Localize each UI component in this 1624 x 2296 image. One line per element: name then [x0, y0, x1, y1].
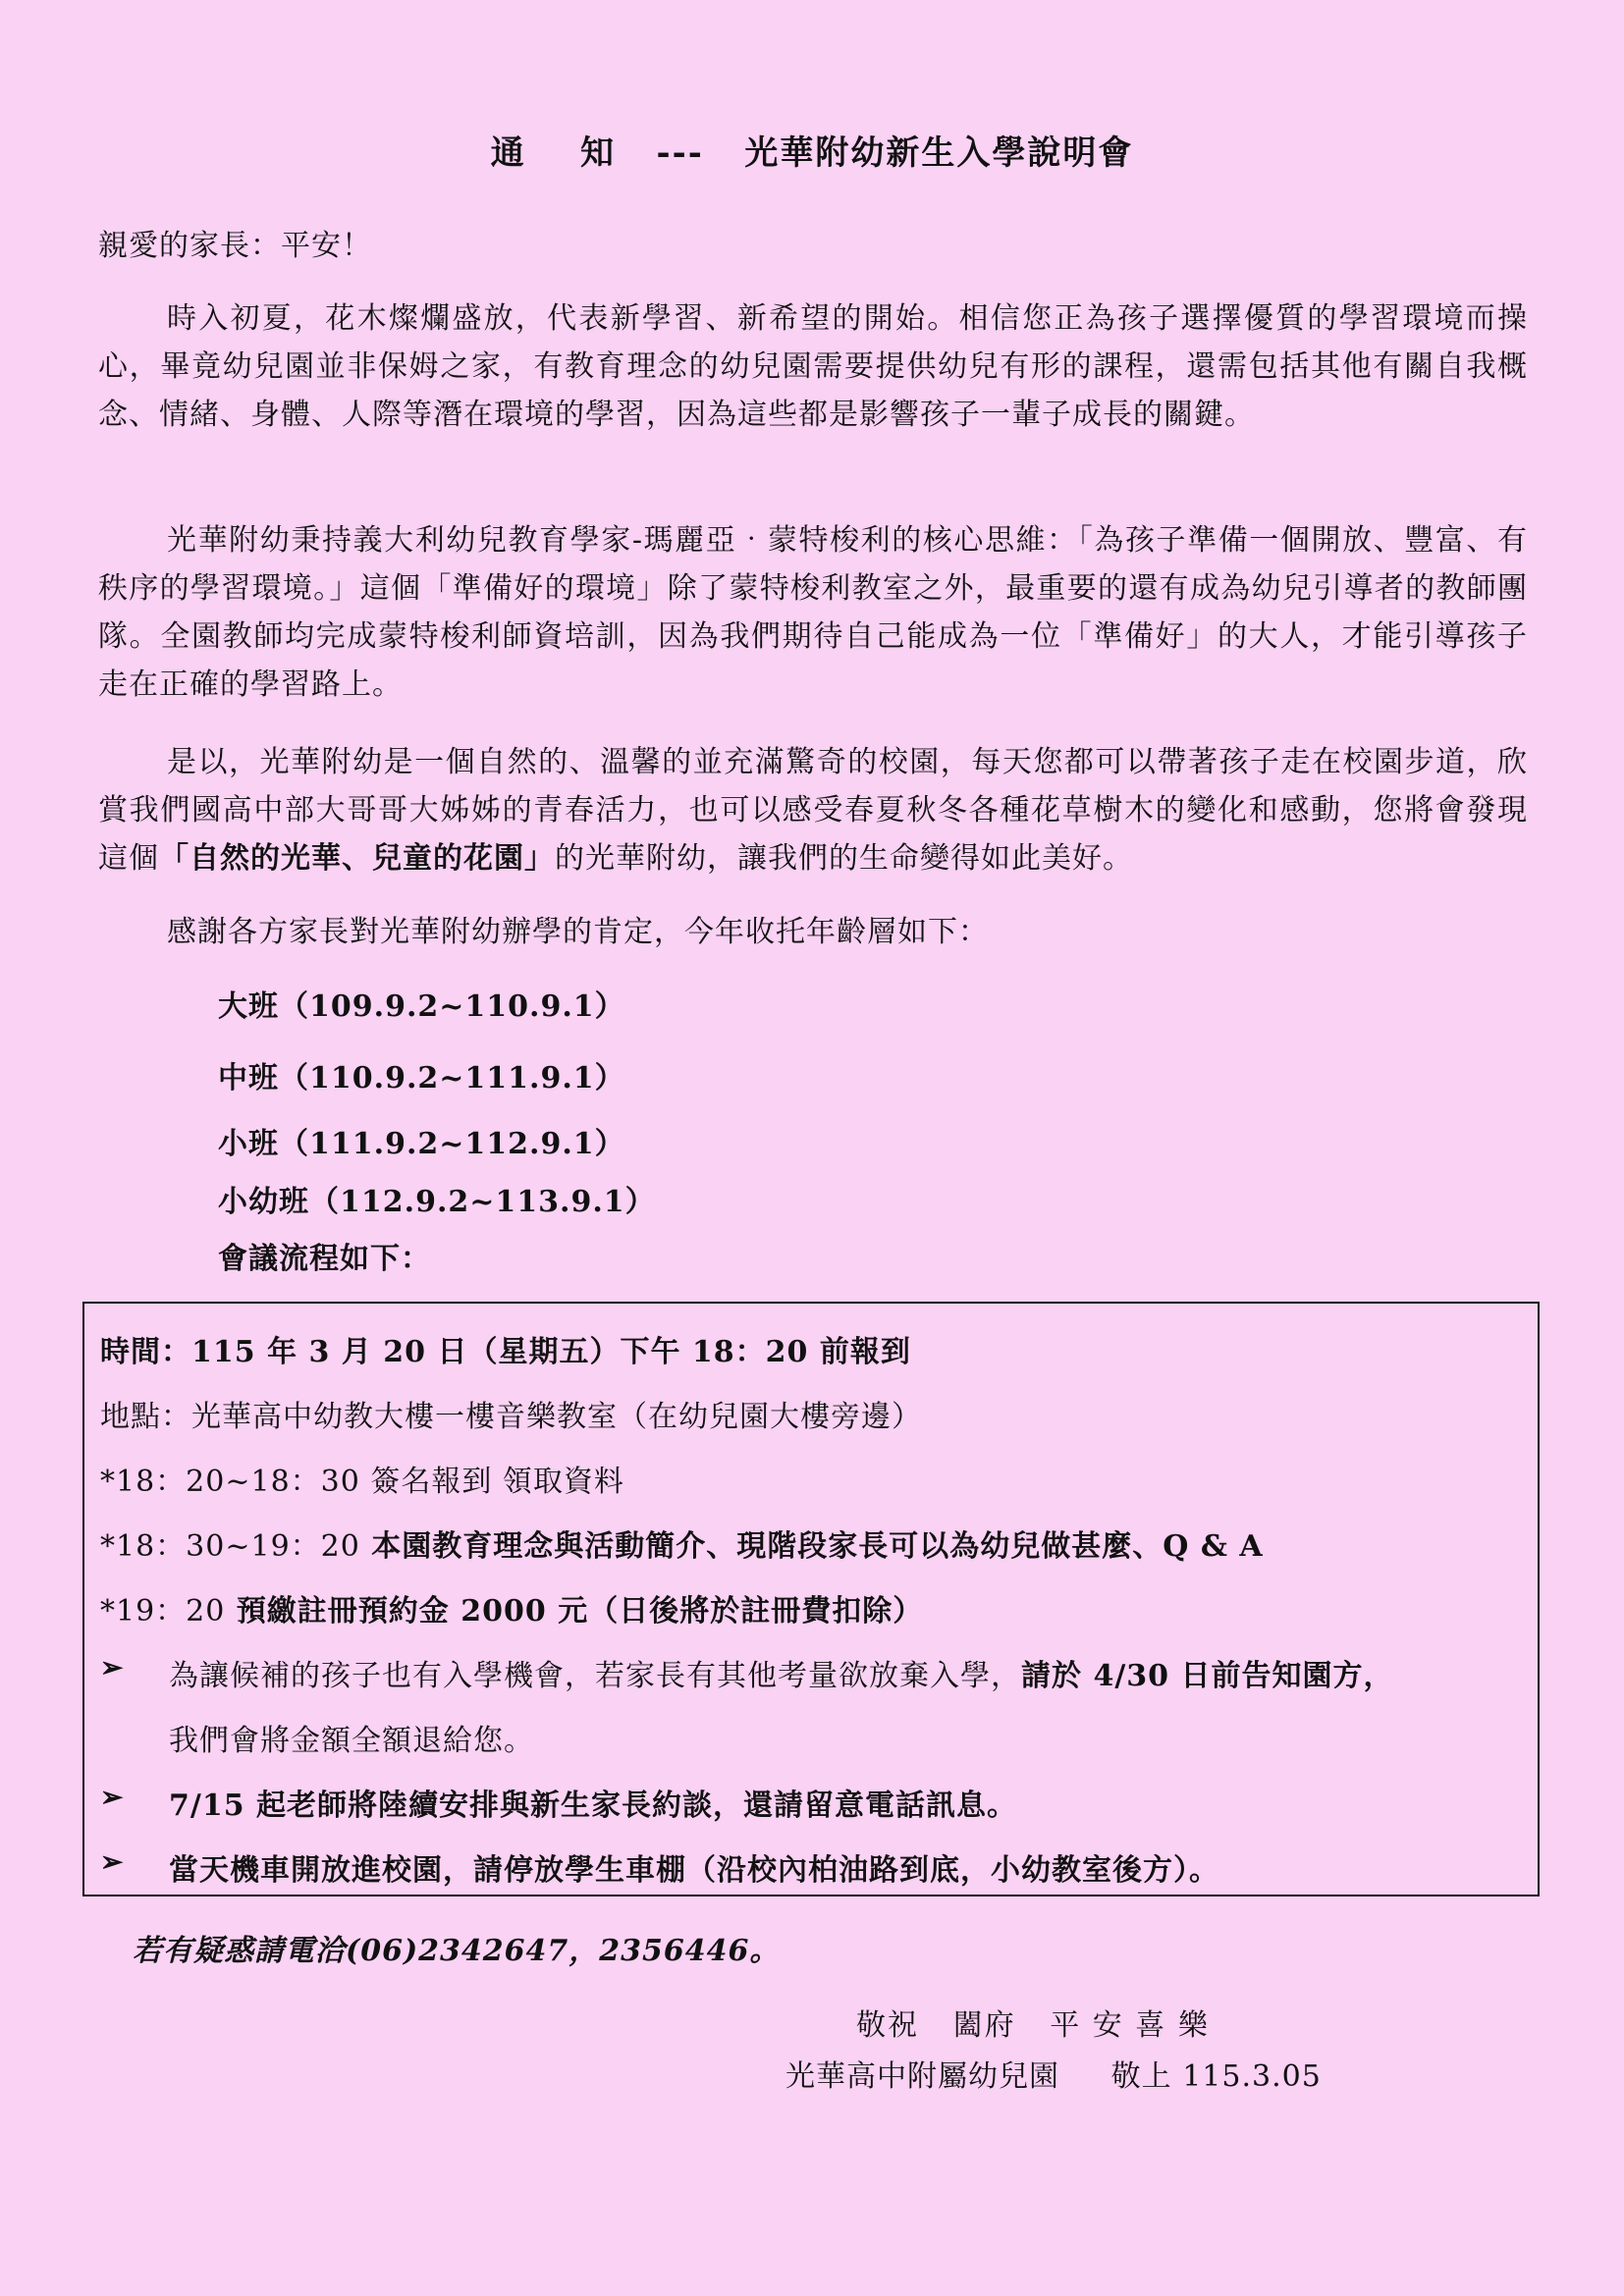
schedule-activity: 預繳註冊預約金 2000 元（日後將於註冊費扣除） [225, 1594, 924, 1629]
note-parking: 當天機車開放進校園，請停放學生車棚（沿校內柏油路到底，小幼教室後方）。 [169, 1853, 1219, 1888]
note-refund-deadline: 請於 4/30 日前告知園方， [1021, 1659, 1394, 1693]
meeting-time: 時間：115 年 3 月 20 日（星期五）下午 18：20 前報到 [100, 1335, 911, 1369]
campus-slogan: 「自然的光華、兒童的花園」 [159, 841, 555, 876]
note-refund-continuation: 我們會將金額全額退給您。 [169, 1724, 534, 1758]
intro-paragraph: 時入初夏，花木燦爛盛放，代表新學習、新希望的開始。相信您正為孩子選擇優質的學習環境而操心，畢竟幼兒園並非保姆之家，有教育理念的幼兒園需要提供幼兒有形的課程，還需包括其他有關自我概念、情緒、身體、人際等潛在環境的學習，因為這些都是影響孩子一輩子成長的關鍵。 [98, 301, 1528, 432]
meeting-info-box [82, 1302, 1540, 1896]
salutation: 親愛的家長：平安！ [98, 229, 372, 263]
closing-greeting: 敬祝 闔府 平 安 喜 樂 [856, 2008, 1210, 2043]
note-refund [169, 1651, 1393, 1694]
age-intro-paragraph: 感謝各方家長對光華附幼辦學的肯定，今年收托年齡層如下： [167, 915, 989, 949]
arrow-bullet-icon: ➢ [100, 1781, 124, 1813]
campus-paragraph [98, 738, 1528, 882]
meeting-location: 地點：光華高中幼教大樓一樓音樂教室（在幼兒園大樓旁邊） [100, 1400, 922, 1434]
signature: 光華高中附屬幼兒園 敬上 115.3.05 [785, 2059, 1322, 2094]
arrow-bullet-icon: ➢ [100, 1845, 124, 1878]
class-item-junior: 小班（111.9.2~112.9.1） [218, 1127, 625, 1161]
notice-title: 通 知 --- 光華附幼新生入學說明會 [490, 133, 1134, 173]
schedule-time: *18：20~18：30 [100, 1465, 360, 1499]
schedule-item-signin [100, 1457, 624, 1500]
schedule-time: *18：30~19：20 [100, 1529, 360, 1564]
schedule-item-presentation [100, 1522, 1264, 1565]
campus-text-after: 的光華附幼，讓我們的生命變得如此美好。 [555, 841, 1133, 876]
agenda-heading: 會議流程如下： [218, 1242, 431, 1276]
schedule-activity: 本園教育理念與活動簡介、現階段家長可以為幼兒做甚麼、Q & A [359, 1529, 1264, 1564]
class-item-toddler: 小幼班（112.9.2~113.9.1） [218, 1185, 656, 1219]
schedule-activity: 簽名報到 領取資料 [359, 1465, 624, 1499]
class-item-senior: 大班（109.9.2~110.9.1） [218, 989, 625, 1024]
note-interview: 7/15 起老師將陸續安排與新生家長約談，還請留意電話訊息。 [169, 1789, 1018, 1823]
campus-text-before: 是以，光華附幼是一個自然的、溫馨的並充滿驚奇的校園，每天您都可以帶著孩子走在校園步道，欣賞我們國高中部大哥哥大姊姊的青春活力，也可以感受春夏秋冬各種花草樹木的變化和感動，您將會發現這個 [98, 745, 1528, 876]
contact-phone: 若有疑惑請電洽(06)2342647，2356446。 [133, 1934, 781, 1968]
schedule-item-deposit [100, 1586, 923, 1629]
arrow-bullet-icon: ➢ [100, 1651, 124, 1683]
note-refund-plain: 為讓候補的孩子也有入學機會，若家長有其他考量欲放棄入學， [169, 1659, 1021, 1693]
schedule-time: *19：20 [100, 1594, 226, 1629]
philosophy-paragraph: 光華附幼秉持義大利幼兒教育學家-瑪麗亞‧蒙特梭利的核心思維：「為孩子準備一個開放、豐富、有秩序的學習環境。」這個「準備好的環境」除了蒙特梭利教室之外，最重要的還有成為幼兒引導者的教師團隊。全園教師均完成蒙特梭利師資培訓，因為我們期待自己能成為一位「準備好」的大人，才能引導孩子走在正確的學習路上。 [98, 523, 1528, 702]
class-item-middle: 中班（110.9.2~111.9.1） [218, 1061, 625, 1095]
